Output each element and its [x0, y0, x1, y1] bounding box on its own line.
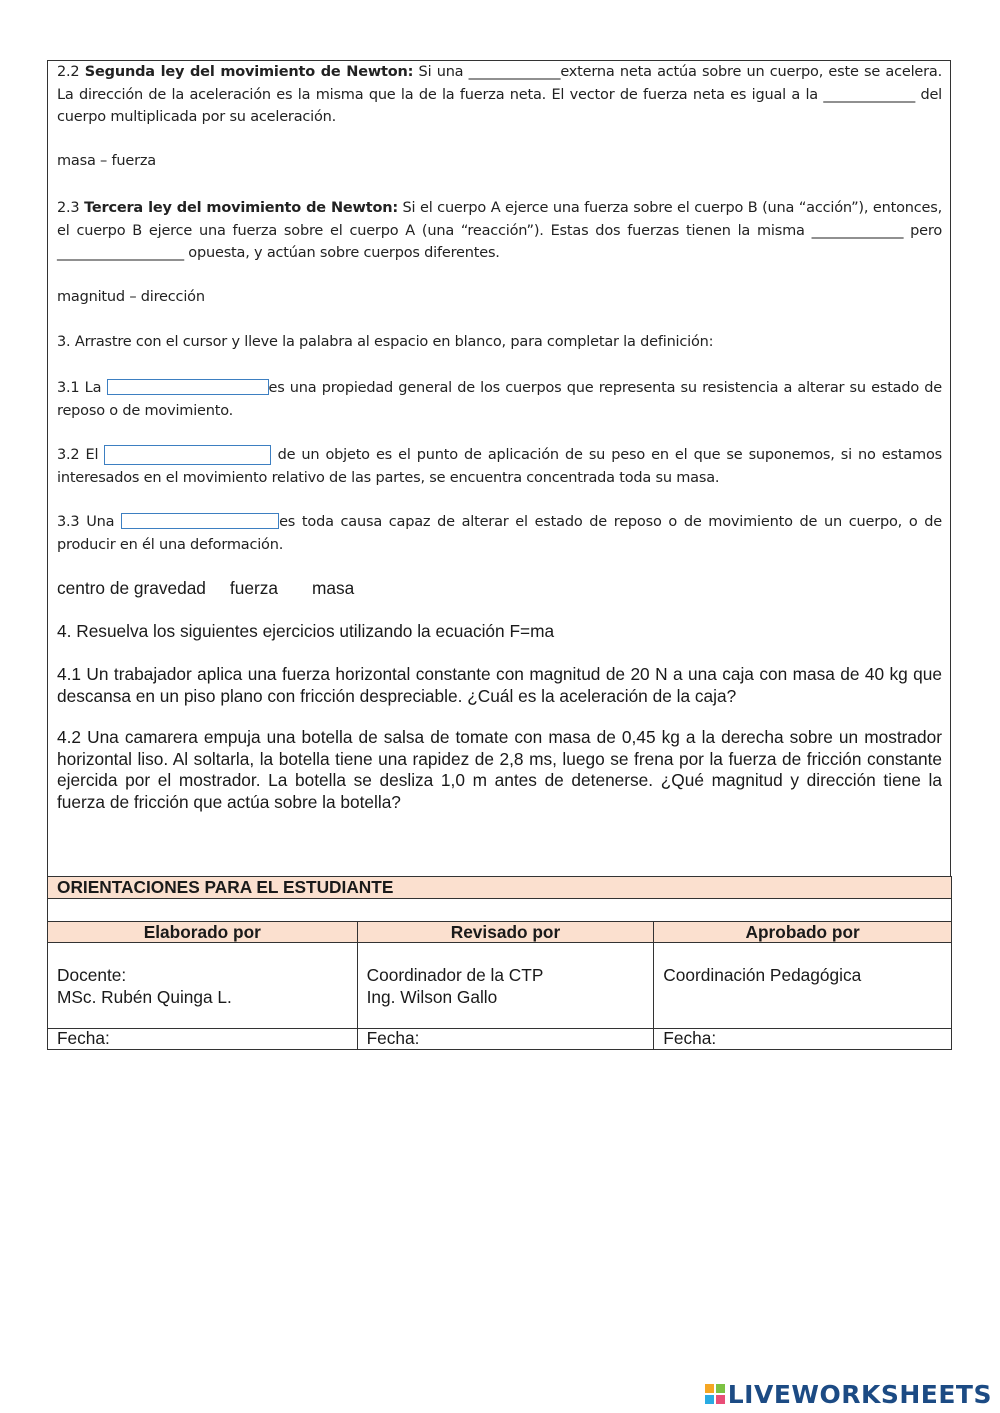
question-prefix: 3.2 El — [57, 447, 99, 463]
exercise-4-1: 4.1 Un trabajador aplica una fuerza horizontal constante con magnitud de 20 N a una caja con masa de 40 kg que descansa en un piso plano con fricción despreciable. ¿Cuál es la aceleración de la caja? — [57, 664, 942, 706]
header-aprobado: Aprobado por — [654, 922, 952, 943]
question-prefix: 3.3 Una — [57, 514, 115, 530]
fecha-cell-2: Fecha: — [357, 1029, 654, 1050]
exercise-4-2: 4.2 Una camarera empuja una botella de salsa de tomate con masa de 0,45 kg a la derecha sobre un mostrador horizontal liso. Al soltarla, la botella tiene una rapidez de 2,8 ms, luego se frena por la fuerza de fricción constante ejercida por el mostrador. La botella se desliza 1,0 m antes de detenerse. ¿Qué magnitud y dirección tiene la fuerza de fricción que actúa sobre la botella? — [57, 727, 942, 812]
question-text: es una propiedad general de los cuerpos que representa su resistencia a alterar su estado de reposo o de movimiento. — [57, 380, 942, 419]
draggable-word-centro-de-gravedad[interactable]: centro de gravedad — [57, 578, 206, 598]
newton-second-law-paragraph — [57, 61, 942, 129]
question-3-1 — [57, 377, 942, 422]
section-text: Si una _____________externa neta actúa sobre un cuerpo, este se acelera. La dirección de la aceleración es la misma que la de la fuerza neta. El vector de fuerza neta es igual a la _____________ del cuerpo multiplicada por su aceleración. — [57, 64, 942, 125]
section-number: 2.3 — [57, 200, 80, 216]
section-title: Segunda ley del movimiento de Newton: — [84, 64, 414, 80]
answer-hint-22: masa – fuerza — [57, 153, 156, 169]
logo-text: LIVEWORKSHEETS — [727, 1379, 992, 1409]
aprobado-cell — [654, 943, 952, 1029]
instruction-3: 3. Arrastre con el cursor y lleve la palabra al espacio en blanco, para completar la definición: — [57, 334, 714, 350]
header-revisado: Revisado por — [357, 922, 654, 943]
elaborado-cell — [48, 943, 358, 1029]
heading-4: 4. Resuelva los siguientes ejercicios utilizando la ecuación F=ma — [57, 621, 555, 641]
section-text: Si el cuerpo A ejerce una fuerza sobre el cuerpo B (una “acción”), entonces, el cuerpo B ejerce una fuerza sobre el cuerpo A (una “reacción”). Estas dos fuerzas tienen la misma _____________ pero __________________ opuesta, y actúan sobre cuerpos diferentes. — [57, 200, 942, 261]
orientations-body — [48, 899, 952, 922]
question-3-3 — [57, 511, 942, 556]
orientations-header: ORIENTACIONES PARA EL ESTUDIANTE — [48, 877, 952, 899]
section-title: Tercera ley del movimiento de Newton: — [84, 200, 398, 216]
drop-blank-3-2[interactable] — [104, 445, 271, 465]
liveworksheets-logo-icon — [705, 1384, 725, 1404]
drop-blank-3-3[interactable] — [121, 513, 279, 529]
role-label: Docente: — [57, 965, 127, 985]
question-text: es toda causa capaz de alterar el estado de reposo o de movimiento de un cuerpo, o de producir en él una deformación. — [57, 514, 942, 553]
draggable-words — [57, 578, 942, 600]
question-prefix: 3.1 La — [57, 380, 102, 396]
fecha-cell-3: Fecha: — [654, 1029, 952, 1050]
draggable-word-fuerza[interactable]: fuerza — [229, 578, 278, 598]
person-name: MSc. Rubén Quinga L. — [57, 987, 232, 1007]
section-number: 2.2 — [57, 64, 80, 80]
answer-hint-23: magnitud – dirección — [57, 289, 205, 305]
drop-blank-3-1[interactable] — [107, 379, 269, 395]
question-3-2 — [57, 444, 942, 489]
draggable-word-masa[interactable]: masa — [311, 578, 355, 598]
approval-table — [47, 876, 952, 1050]
header-elaborado: Elaborado por — [48, 922, 358, 943]
revisado-cell — [357, 943, 654, 1029]
role-label: Coordinador de la CTP — [366, 965, 544, 985]
question-text: de un objeto es el punto de aplicación de su peso en el que se suponemos, si no estamos interesados en el movimiento relativo de las partes, se encuentra concentrada toda su masa. — [57, 447, 942, 486]
newton-third-law-paragraph — [57, 197, 942, 265]
role-label: Coordinación Pedagógica — [663, 965, 862, 985]
person-name: Ing. Wilson Gallo — [366, 987, 498, 1007]
fecha-cell-1: Fecha: — [48, 1029, 358, 1050]
liveworksheets-logo[interactable] — [705, 1376, 992, 1412]
